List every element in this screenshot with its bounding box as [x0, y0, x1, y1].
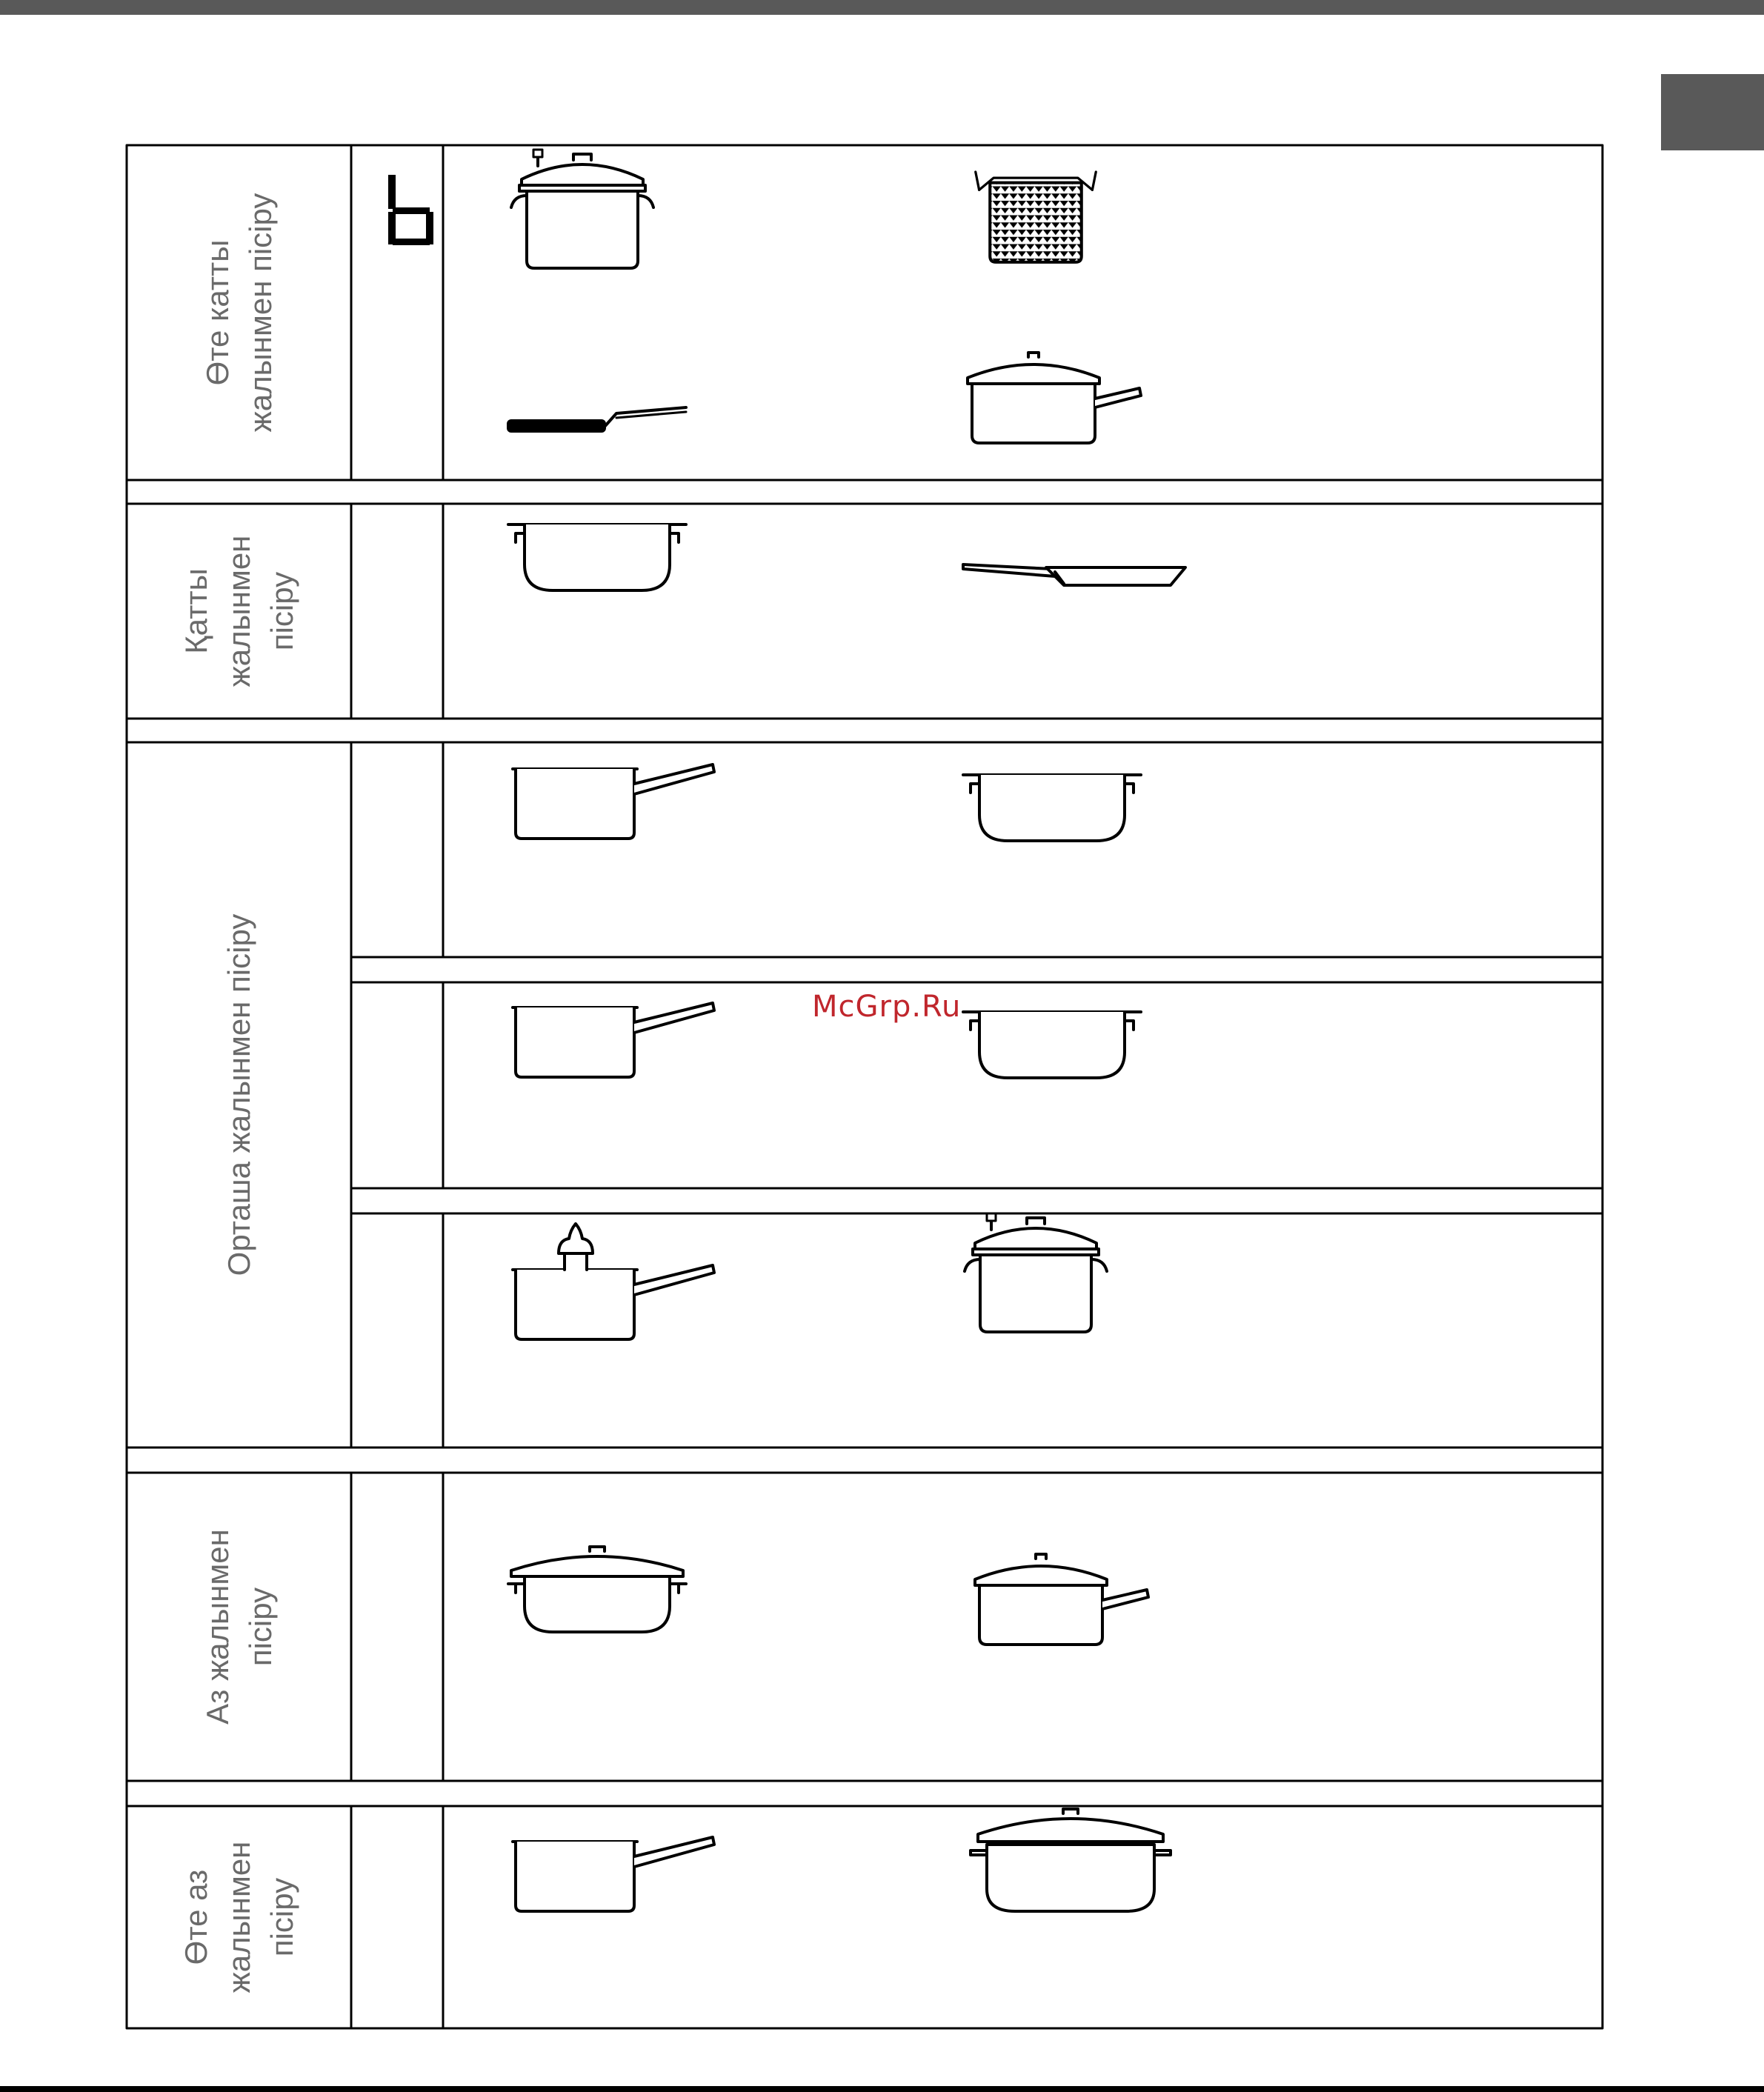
row-label-very-high	[196, 193, 282, 433]
saucepan-with-lid-icon	[975, 1554, 1148, 1645]
casserole-icon	[963, 1012, 1141, 1078]
saucepan-icon	[513, 764, 714, 839]
row-label-line: жалынмен пісіру	[243, 193, 278, 433]
casserole-icon	[963, 775, 1141, 841]
saucepan-icon	[513, 1837, 714, 1911]
saucepan-icon	[513, 1003, 714, 1077]
row-label-line: Өте катты	[200, 239, 235, 386]
stock-pot-with-lid-icon	[965, 1213, 1107, 1332]
deep-fry-basket-icon	[976, 172, 1096, 262]
row-label-medium	[218, 914, 261, 1276]
watermark: McGrp.Ru	[812, 990, 962, 1024]
row-label-line: Өте аз	[179, 1869, 213, 1965]
grill-pan-icon	[508, 407, 686, 431]
stock-pot-with-lid-icon	[511, 150, 653, 268]
saucepan-with-lid-icon	[968, 353, 1141, 443]
row-label-line: пісіру	[243, 1587, 278, 1667]
row-label-line: Аз жалынмен	[200, 1529, 235, 1725]
row-label-line: жалынмен	[222, 535, 256, 687]
row-label-very-low	[175, 1842, 304, 1993]
saucepan-with-double-boiler-icon	[513, 1224, 714, 1339]
row-label-line: пісіру	[264, 1877, 299, 1957]
row-label-line: жалынмен	[222, 1841, 256, 1993]
casserole-icon	[508, 524, 686, 590]
frying-pan-icon	[963, 564, 1185, 585]
level-symbol-b	[388, 175, 433, 245]
row-label-high	[175, 536, 304, 687]
wide-casserole-with-lid-icon	[971, 1809, 1171, 1911]
row-label-line: Қатты	[179, 568, 213, 654]
table-grid	[127, 145, 1602, 2028]
row-label-line: Орташа жалынмен пісіру	[222, 913, 256, 1276]
casserole-with-lid-icon	[508, 1547, 686, 1632]
row-label-low	[196, 1529, 282, 1725]
row-label-line: пісіру	[264, 571, 299, 651]
